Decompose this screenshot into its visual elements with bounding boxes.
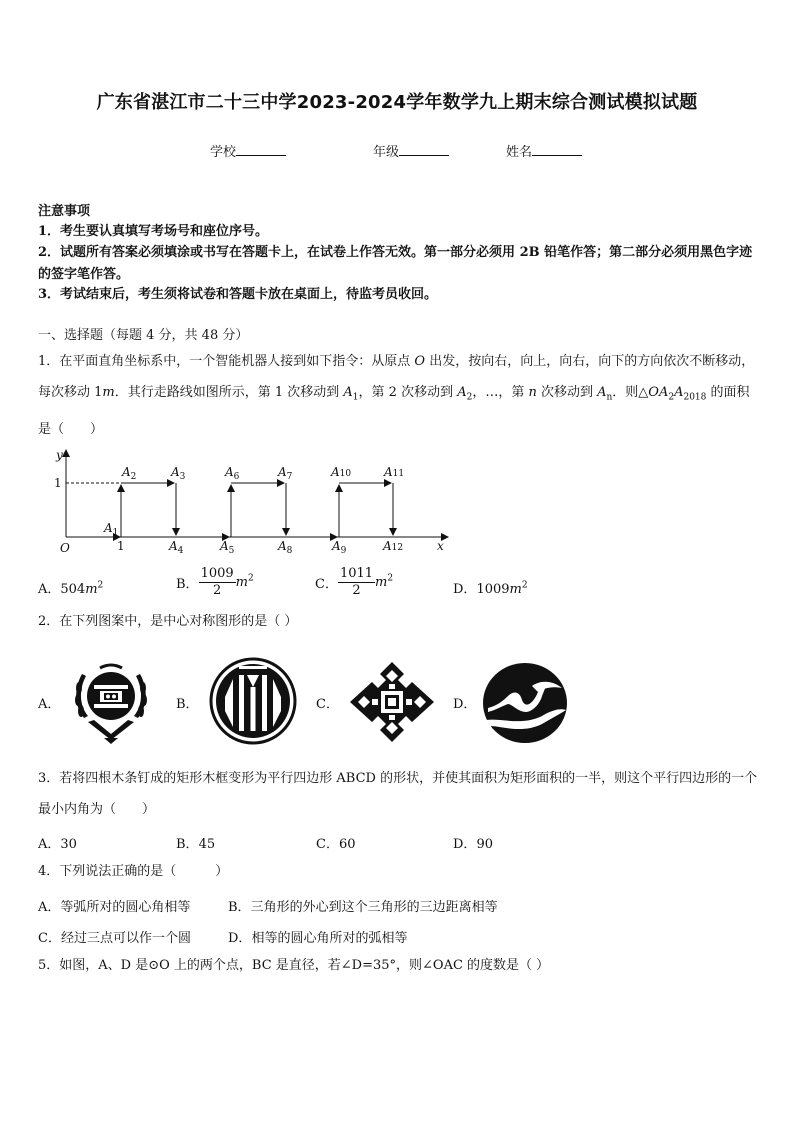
question-3-text: 3．若将四根木条钉成的矩形木框变形为平行四边形 ABCD 的形状，并使其面积为矩形面积的一半，则这个平行四边形的一个最小内角为（ ） [38,771,758,817]
label-a12: A12 [383,539,404,553]
q3-option-b[interactable]: B．45 [176,837,216,852]
label-a7: $A_7$ [278,465,293,482]
name-field[interactable] [506,141,582,160]
q2-figure-a[interactable] [70,658,152,744]
q1-option-b[interactable]: B． $\frac{1009}{2}$ $m^2$ [176,566,254,598]
q2-figure-c[interactable] [348,660,436,744]
q3-option-c[interactable]: C．60 [316,837,356,852]
label-a8: $A_8$ [278,539,293,556]
q1-option-a[interactable]: A．$504m^2$ [38,580,104,597]
x-axis-label: x [437,539,444,553]
q4-option-c[interactable]: C．经过三点可以作一个圆 [38,931,191,946]
label-a6: $A_6$ [225,465,240,482]
label-a4: $A_4$ [169,539,184,556]
school-blank[interactable] [236,143,286,156]
fraction: $\frac{1011}{2}$ [339,566,374,598]
label-a3: $A_3$ [171,465,186,482]
q2-option-b-label[interactable]: B． [176,697,199,712]
note-item-2: 2．试题所有答案必须填涂或书写在答题卡上，在试卷上作答无效。第一部分必须用 2B 铅笔作答；第二部分必须用黑色字迹的签字笔作答。 [38,245,753,282]
question-5-text: 5．如图，A、D 是⊙O 上的两个点，BC 是直径，若∠D=35°，则∠OAC 的度数是（ ） [38,958,550,973]
q2-option-a-label[interactable]: A． [38,697,61,712]
robot-path-figure [40,446,460,558]
school-label: 学校 [210,145,237,160]
q2-option-c-label[interactable]: C． [316,697,339,712]
q2-figure-b[interactable] [209,657,297,745]
tick-y1: 1 [54,476,62,490]
school-field[interactable] [210,141,286,160]
question-2-text: 2．在下列图案中，是中心对称图形的是（ ） [38,614,298,629]
grade-field[interactable] [373,141,449,160]
question-1-text: 1．在平面直角坐标系中，一个智能机器人接到如下指令：从原点 O 出发，按向右，向上，向右，向下的方向依次不断移动，每次移动 1m．其行走路线如图所示，第 1 次移动到 $A_1$，第 2 次移动到 $A_2$，…，第 n 次移动到 $A_n$．则$\triangle OA_2A_{2018}$ 的面积是（ ） [38,354,755,437]
q4-option-d[interactable]: D．相等的圆心角所对的弧相等 [228,931,408,946]
q3-option-d[interactable]: D．90 [453,837,493,852]
grade-blank[interactable] [399,143,449,156]
section-heading: 一、选择题（每题 4 分，共 48 分） [38,328,249,343]
question-4-text: 4．下列说法正确的是（ ） [38,864,229,879]
note-item-1: 1．考生要认真填写考场号和座位序号。 [38,224,269,239]
y-axis-label: y [56,448,63,462]
origin-label: O [60,541,70,555]
notes-heading: 注意事项 [38,204,91,219]
name-label: 姓名 [506,145,533,160]
note-item-3: 3．考试结束后，考生须将试卷和答题卡放在桌面上，待监考员收回。 [38,287,438,302]
tick-x1: 1 [117,539,125,553]
label-a9: $A_9$ [332,539,347,556]
fraction: $\frac{1009}{2}$ [200,566,234,598]
label-a10: A10 [331,465,352,479]
name-blank[interactable] [532,143,582,156]
q4-option-b[interactable]: B．三角形的外心到这个三角形的三边距离相等 [228,900,498,915]
q1-option-d[interactable]: D．$1009m^2$ [453,580,528,597]
label-a5: $A_5$ [220,539,235,556]
q1-option-c[interactable]: C． $\frac{1011}{2}$ $m^2$ [315,566,394,598]
label-a11: A11 [384,465,405,479]
q4-option-a[interactable]: A．等弧所对的圆心角相等 [38,900,191,915]
q3-option-a[interactable]: A．30 [38,837,77,852]
label-a2: $A_2$ [122,465,137,482]
q2-option-d-label[interactable]: D． [453,697,477,712]
q2-figure-d[interactable] [482,662,568,744]
page-title: 广东省湛江市二十三中学2023-2024学年数学九上期末综合测试模拟试题 [96,92,698,113]
grade-label: 年级 [373,145,400,160]
label-a1: $A_1$ [104,521,119,538]
